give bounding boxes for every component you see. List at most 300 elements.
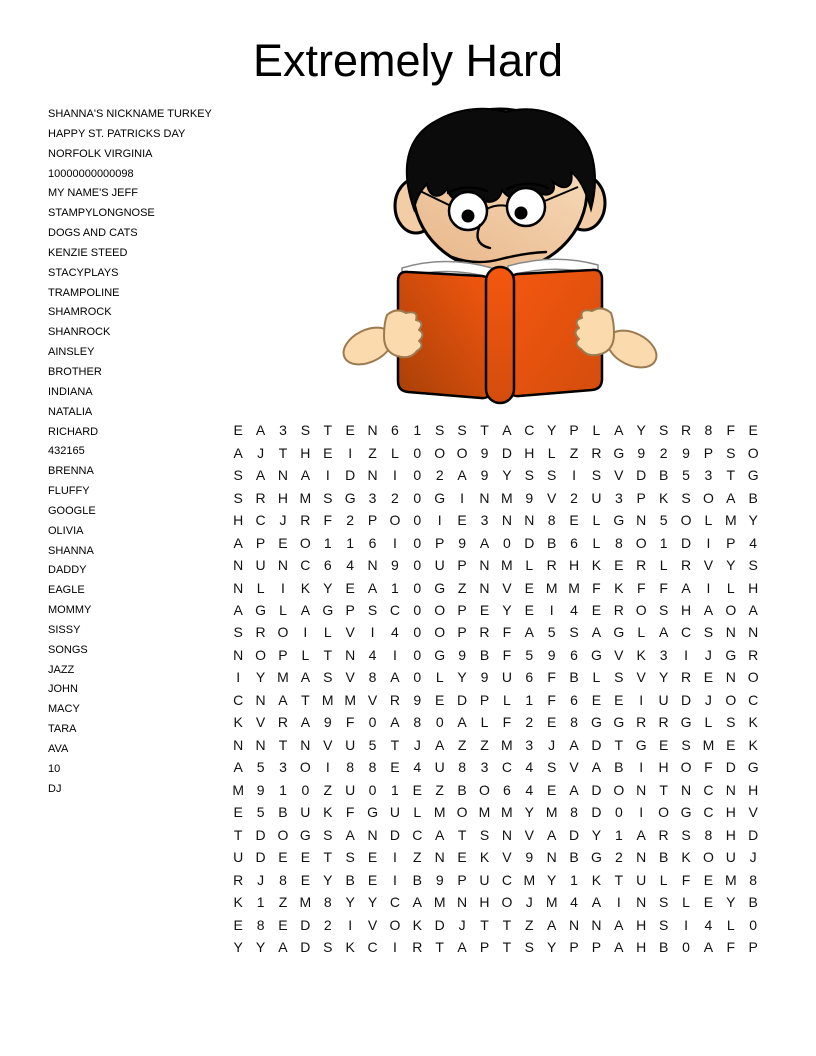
grid-letter: U: [479, 871, 490, 888]
grid-letter: P: [636, 489, 646, 506]
grid-letter: K: [233, 894, 243, 911]
grid-letter: N: [725, 624, 736, 641]
grid-letter: N: [479, 579, 490, 596]
grid-letter: S: [233, 624, 243, 641]
grid-letter: G: [255, 601, 267, 618]
grid-letter: 5: [525, 646, 534, 663]
grid-letter: A: [412, 894, 422, 911]
grid-letter: O: [434, 624, 446, 641]
grid-letter: L: [592, 669, 601, 686]
word-list-item: STACYPLAYS: [48, 266, 119, 279]
grid-letter: 2: [659, 444, 668, 461]
grid-letter: 9: [458, 646, 466, 663]
word-list-item: INDIANA: [48, 385, 93, 398]
grid-letter: M: [344, 691, 356, 708]
word-list-item: 10: [48, 762, 61, 775]
grid-letter: A: [345, 826, 355, 843]
grid-letter: Y: [524, 804, 534, 821]
grid-letter: E: [658, 736, 669, 753]
grid-letter: K: [636, 646, 646, 663]
grid-letter: Z: [569, 444, 579, 461]
right-hand: [576, 308, 615, 355]
grid-letter: R: [658, 714, 669, 731]
grid-letter: K: [323, 804, 333, 821]
grid-letter: O: [702, 489, 714, 506]
grid-letter: E: [345, 422, 355, 439]
grid-letter: K: [614, 579, 624, 596]
grid-letter: N: [725, 669, 736, 686]
grid-letter: Z: [413, 849, 422, 866]
word-list-item: JAZZ: [48, 663, 75, 676]
grid-letter: D: [389, 826, 400, 843]
grid-letter: T: [614, 871, 624, 888]
grid-letter: A: [614, 916, 624, 933]
grid-letter: 0: [413, 557, 422, 574]
grid-letter: 4: [413, 759, 422, 776]
word-list-item: OLIVIA: [48, 524, 84, 537]
grid-letter: M: [724, 871, 737, 888]
grid-letter: U: [434, 557, 445, 574]
grid-letter: E: [345, 579, 355, 596]
grid-letter: N: [367, 422, 378, 439]
grid-letter: R: [680, 557, 692, 574]
grid-letter: K: [233, 714, 243, 731]
grid-letter: T: [435, 939, 444, 956]
grid-letter: 4: [525, 759, 534, 776]
grid-letter: 8: [704, 826, 713, 843]
grid-letter: P: [726, 534, 736, 551]
grid-letter: E: [233, 804, 243, 821]
grid-letter: I: [392, 939, 397, 956]
grid-letter: 9: [458, 534, 466, 551]
grid-letter: E: [233, 422, 243, 439]
grid-letter: H: [233, 512, 244, 529]
grid-letter: M: [433, 804, 446, 821]
grid-letter: S: [748, 557, 758, 574]
grid-letter: O: [456, 444, 468, 461]
word-list-item: HAPPY ST. PATRICKS DAY: [48, 127, 186, 140]
word-list-item: DADDY: [48, 564, 87, 577]
grid-letter: 1: [279, 781, 287, 798]
grid-letter: T: [502, 916, 512, 933]
word-list-item: SHANNA'S NICKNAME TURKEY: [48, 108, 212, 120]
grid-letter: N: [479, 557, 490, 574]
grid-letter: D: [255, 849, 266, 866]
grid-letter: N: [591, 916, 602, 933]
grid-letter: G: [434, 489, 446, 506]
grid-letter: I: [348, 916, 353, 933]
word-list-item: GOOGLE: [48, 504, 96, 517]
grid-letter: 8: [749, 871, 758, 888]
grid-letter: E: [703, 669, 714, 686]
grid-letter: C: [255, 512, 266, 529]
grid-letter: 9: [256, 781, 265, 798]
grid-letter: S: [703, 624, 714, 641]
grid-letter: T: [502, 939, 512, 956]
grid-letter: J: [413, 736, 421, 753]
grid-letter: D: [680, 691, 692, 708]
grid-letter: U: [725, 849, 736, 866]
grid-letter: T: [457, 826, 467, 843]
grid-letter: U: [389, 804, 400, 821]
grid-letter: 0: [413, 669, 422, 686]
grid-letter: N: [233, 557, 244, 574]
grid-letter: 4: [346, 557, 355, 574]
grid-letter: Z: [323, 781, 333, 798]
grid-letter: G: [591, 646, 602, 663]
grid-letter: 5: [547, 624, 556, 641]
grid-letter: N: [233, 579, 244, 596]
grid-letter: B: [479, 646, 490, 663]
grid-letter: D: [501, 444, 512, 461]
grid-letter: I: [325, 759, 330, 776]
grid-letter: D: [524, 534, 535, 551]
grid-letter: A: [300, 467, 311, 484]
word-list-item: SHANROCK: [48, 326, 111, 339]
grid-letter: 3: [614, 489, 623, 506]
grid-letter: D: [457, 691, 468, 708]
grid-letter: Y: [546, 939, 557, 956]
grid-letter: L: [637, 624, 646, 641]
grid-letter: H: [479, 894, 490, 911]
grid-letter: H: [300, 444, 311, 461]
grid-letter: Y: [233, 939, 243, 956]
grid-letter: N: [255, 691, 266, 708]
grid-letter: T: [480, 916, 489, 933]
word-list-item: NORFOLK VIRGINIA: [48, 147, 153, 160]
grid-letter: M: [501, 557, 513, 574]
grid-letter: L: [323, 624, 332, 641]
grid-letter: N: [367, 467, 378, 484]
grid-letter: B: [658, 849, 669, 866]
grid-letter: C: [703, 804, 714, 821]
grid-letter: A: [233, 601, 243, 618]
grid-letter: G: [680, 714, 692, 731]
grid-letter: C: [501, 871, 512, 888]
grid-letter: H: [636, 939, 647, 956]
grid-letter: F: [659, 579, 668, 596]
grid-letter: 0: [682, 939, 690, 956]
grid-letter: A: [479, 534, 490, 551]
grid-letter: P: [457, 624, 467, 641]
grid-letter: 4: [368, 646, 377, 663]
grid-letter: L: [592, 512, 601, 529]
grid-letter: T: [480, 422, 489, 439]
grid-letter: A: [457, 714, 467, 731]
word-list-item: SONGS: [48, 643, 88, 656]
grid-letter: 1: [659, 534, 668, 551]
grid-letter: V: [345, 624, 355, 641]
grid-letter: G: [299, 826, 311, 843]
grid-letter: S: [658, 916, 669, 933]
grid-letter: 1: [346, 534, 355, 551]
word-list-item: MACY: [48, 703, 80, 716]
grid-letter: 3: [279, 422, 287, 439]
grid-letter: L: [726, 916, 735, 933]
grid-letter: U: [345, 781, 356, 798]
grid-letter: 1: [525, 691, 534, 708]
grid-letter: O: [299, 759, 311, 776]
grid-letter: 5: [682, 467, 690, 484]
grid-letter: V: [614, 467, 624, 484]
grid-letter: 8: [323, 894, 332, 911]
grid-letter: L: [256, 579, 265, 596]
grid-letter: O: [613, 781, 625, 798]
grid-letter: 3: [480, 512, 489, 529]
right-pupil: [515, 207, 528, 220]
grid-letter: Z: [457, 736, 467, 753]
grid-letter: K: [658, 489, 669, 506]
grid-letter: C: [389, 601, 400, 618]
grid-letter: 0: [368, 781, 377, 798]
grid-letter: F: [704, 759, 713, 776]
grid-letter: 9: [435, 871, 444, 888]
grid-letter: E: [479, 601, 490, 618]
grid-letter: B: [569, 849, 579, 866]
grid-letter: L: [592, 422, 601, 439]
grid-letter: G: [344, 489, 356, 506]
grid-letter: V: [502, 579, 512, 596]
grid-letter: L: [659, 557, 668, 574]
grid-letter: P: [479, 939, 490, 956]
grid-letter: 1: [413, 422, 422, 439]
grid-letter: P: [569, 939, 579, 956]
grid-letter: J: [525, 894, 533, 911]
word-list-item: BROTHER: [48, 365, 102, 378]
grid-letter: A: [390, 669, 400, 686]
grid-letter: E: [524, 579, 534, 596]
grid-letter: 6: [525, 669, 534, 686]
grid-letter: 9: [480, 444, 489, 461]
grid-letter: 1: [256, 894, 265, 911]
grid-letter: P: [457, 601, 467, 618]
grid-letter: V: [502, 849, 512, 866]
word-list-item: JOHN: [48, 683, 78, 696]
grid-letter: M: [545, 894, 558, 911]
grid-letter: R: [636, 714, 647, 731]
grid-letter: Y: [345, 894, 355, 911]
grid-letter: A: [367, 579, 378, 596]
grid-letter: I: [236, 669, 241, 686]
grid-letter: V: [255, 714, 266, 731]
grid-letter: R: [233, 871, 244, 888]
grid-letter: P: [479, 691, 490, 708]
grid-letter: E: [390, 759, 400, 776]
grid-letter: C: [412, 826, 423, 843]
grid-letter: 5: [659, 512, 668, 529]
grid-letter: Y: [636, 422, 646, 439]
word-list-item: TRAMPOLINE: [48, 286, 120, 299]
grid-letter: N: [457, 894, 468, 911]
grid-letter: L: [682, 894, 690, 911]
grid-letter: R: [255, 624, 266, 641]
grid-letter: O: [434, 444, 446, 461]
grid-letter: O: [658, 804, 670, 821]
grid-letter: H: [568, 557, 580, 574]
grid-letter: O: [680, 512, 692, 529]
word-list-item: NATALIA: [48, 405, 93, 418]
grid-letter: H: [636, 916, 647, 933]
grid-letter: 6: [570, 534, 578, 551]
grid-letter: R: [546, 557, 557, 574]
grid-letter: F: [547, 691, 556, 708]
grid-letter: D: [568, 826, 580, 843]
grid-letter: 9: [547, 646, 556, 663]
grid-letter: N: [233, 736, 244, 753]
grid-letter: B: [658, 939, 669, 956]
grid-letter: 4: [570, 894, 578, 911]
grid-letter: E: [278, 534, 288, 551]
grid-letter: R: [658, 826, 669, 843]
grid-letter: B: [546, 534, 557, 551]
grid-letter: N: [568, 916, 580, 933]
grid-letter: J: [257, 444, 265, 461]
grid-letter: E: [703, 894, 714, 911]
word-list-item: MOMMY: [48, 604, 92, 617]
grid-letter: 6: [502, 781, 511, 798]
grid-letter: 3: [704, 467, 713, 484]
grid-letter: Y: [748, 512, 758, 529]
grid-letter: 9: [637, 444, 646, 461]
grid-letter: A: [502, 422, 512, 439]
grid-letter: I: [639, 759, 644, 776]
grid-letter: S: [614, 669, 624, 686]
grid-letter: 9: [480, 467, 489, 484]
grid-letter: M: [299, 489, 312, 506]
grid-letter: S: [726, 444, 736, 461]
grid-letter: E: [591, 601, 602, 618]
grid-letter: 0: [301, 781, 310, 798]
grid-letter: O: [725, 691, 737, 708]
grid-letter: H: [748, 781, 759, 798]
grid-letter: C: [680, 624, 692, 641]
grid-letter: L: [659, 871, 668, 888]
grid-letter: K: [591, 871, 602, 888]
grid-letter: D: [345, 467, 356, 484]
grid-letter: A: [233, 759, 243, 776]
grid-letter: A: [591, 759, 602, 776]
word-list-item: SISSY: [48, 623, 81, 636]
grid-letter: N: [748, 624, 759, 641]
grid-letter: N: [680, 781, 692, 798]
grid-letter: F: [681, 871, 691, 888]
grid-letter: B: [748, 489, 758, 506]
grid-letter: V: [748, 804, 758, 821]
grid-letter: 4: [570, 601, 578, 618]
grid-letter: A: [546, 916, 557, 933]
grid-letter: N: [434, 849, 445, 866]
grid-letter: 0: [413, 601, 422, 618]
grid-letter: V: [367, 691, 378, 708]
grid-letter: J: [458, 916, 466, 933]
grid-letter: S: [300, 422, 311, 439]
grid-letter: A: [457, 467, 467, 484]
grid-letter: 4: [704, 916, 713, 933]
grid-letter: P: [591, 939, 602, 956]
grid-letter: M: [321, 691, 334, 708]
grid-letter: A: [546, 826, 557, 843]
word-list-item: AINSLEY: [48, 346, 95, 359]
grid-letter: G: [747, 759, 759, 776]
grid-letter: R: [680, 422, 692, 439]
grid-letter: Y: [323, 579, 333, 596]
grid-letter: S: [546, 759, 557, 776]
grid-letter: U: [434, 759, 445, 776]
grid-letter: Y: [367, 894, 378, 911]
grid-letter: Z: [278, 894, 288, 911]
grid-letter: O: [434, 601, 446, 618]
grid-letter: 3: [480, 759, 489, 776]
grid-letter: Y: [546, 871, 557, 888]
grid-letter: G: [322, 601, 334, 618]
grid-letter: U: [255, 557, 266, 574]
grid-letter: F: [547, 669, 556, 686]
grid-letter: P: [255, 534, 266, 551]
grid-letter: 0: [413, 646, 422, 663]
grid-letter: O: [747, 669, 759, 686]
grid-letter: R: [613, 601, 624, 618]
grid-letter: O: [501, 894, 513, 911]
grid-letter: B: [412, 871, 422, 888]
grid-letter: H: [748, 579, 759, 596]
grid-letter: D: [300, 939, 311, 956]
grid-letter: A: [658, 624, 669, 641]
grid-letter: E: [569, 512, 579, 529]
grid-letter: T: [390, 736, 400, 753]
grid-letter: B: [748, 894, 758, 911]
grid-letter: K: [300, 579, 311, 596]
grid-letter: J: [749, 849, 757, 866]
grid-letter: 2: [614, 849, 623, 866]
grid-letter: I: [639, 804, 644, 821]
grid-letter: D: [680, 534, 692, 551]
grid-letter: D: [591, 804, 602, 821]
grid-letter: 0: [749, 916, 758, 933]
boy-reading-illustration: [340, 105, 660, 405]
grid-letter: A: [457, 939, 467, 956]
grid-letter: 1: [391, 579, 399, 596]
grid-letter: E: [367, 849, 378, 866]
grid-letter: V: [614, 646, 624, 663]
grid-letter: G: [613, 624, 625, 641]
word-list-item: 10000000000098: [48, 167, 134, 180]
grid-letter: G: [680, 804, 692, 821]
grid-letter: E: [367, 871, 378, 888]
grid-letter: T: [659, 781, 668, 798]
grid-letter: G: [434, 579, 446, 596]
grid-letter: 0: [413, 444, 422, 461]
grid-letter: F: [502, 646, 512, 663]
grid-letter: C: [748, 691, 759, 708]
grid-letter: P: [367, 512, 378, 529]
grid-letter: S: [323, 669, 333, 686]
grid-letter: R: [636, 557, 647, 574]
grid-letter: B: [569, 669, 579, 686]
grid-letter: R: [591, 444, 602, 461]
grid-letter: D: [255, 826, 266, 843]
grid-letter: U: [636, 871, 647, 888]
grid-letter: E: [457, 512, 467, 529]
grid-letter: U: [233, 849, 244, 866]
grid-letter: O: [389, 916, 401, 933]
grid-letter: S: [569, 624, 579, 641]
grid-letter: S: [323, 826, 333, 843]
grid-letter: D: [300, 916, 311, 933]
grid-letter: F: [323, 512, 333, 529]
grid-letter: 8: [368, 669, 377, 686]
grid-letter: T: [278, 736, 288, 753]
word-list-item: MY NAME'S JEFF: [48, 187, 138, 200]
